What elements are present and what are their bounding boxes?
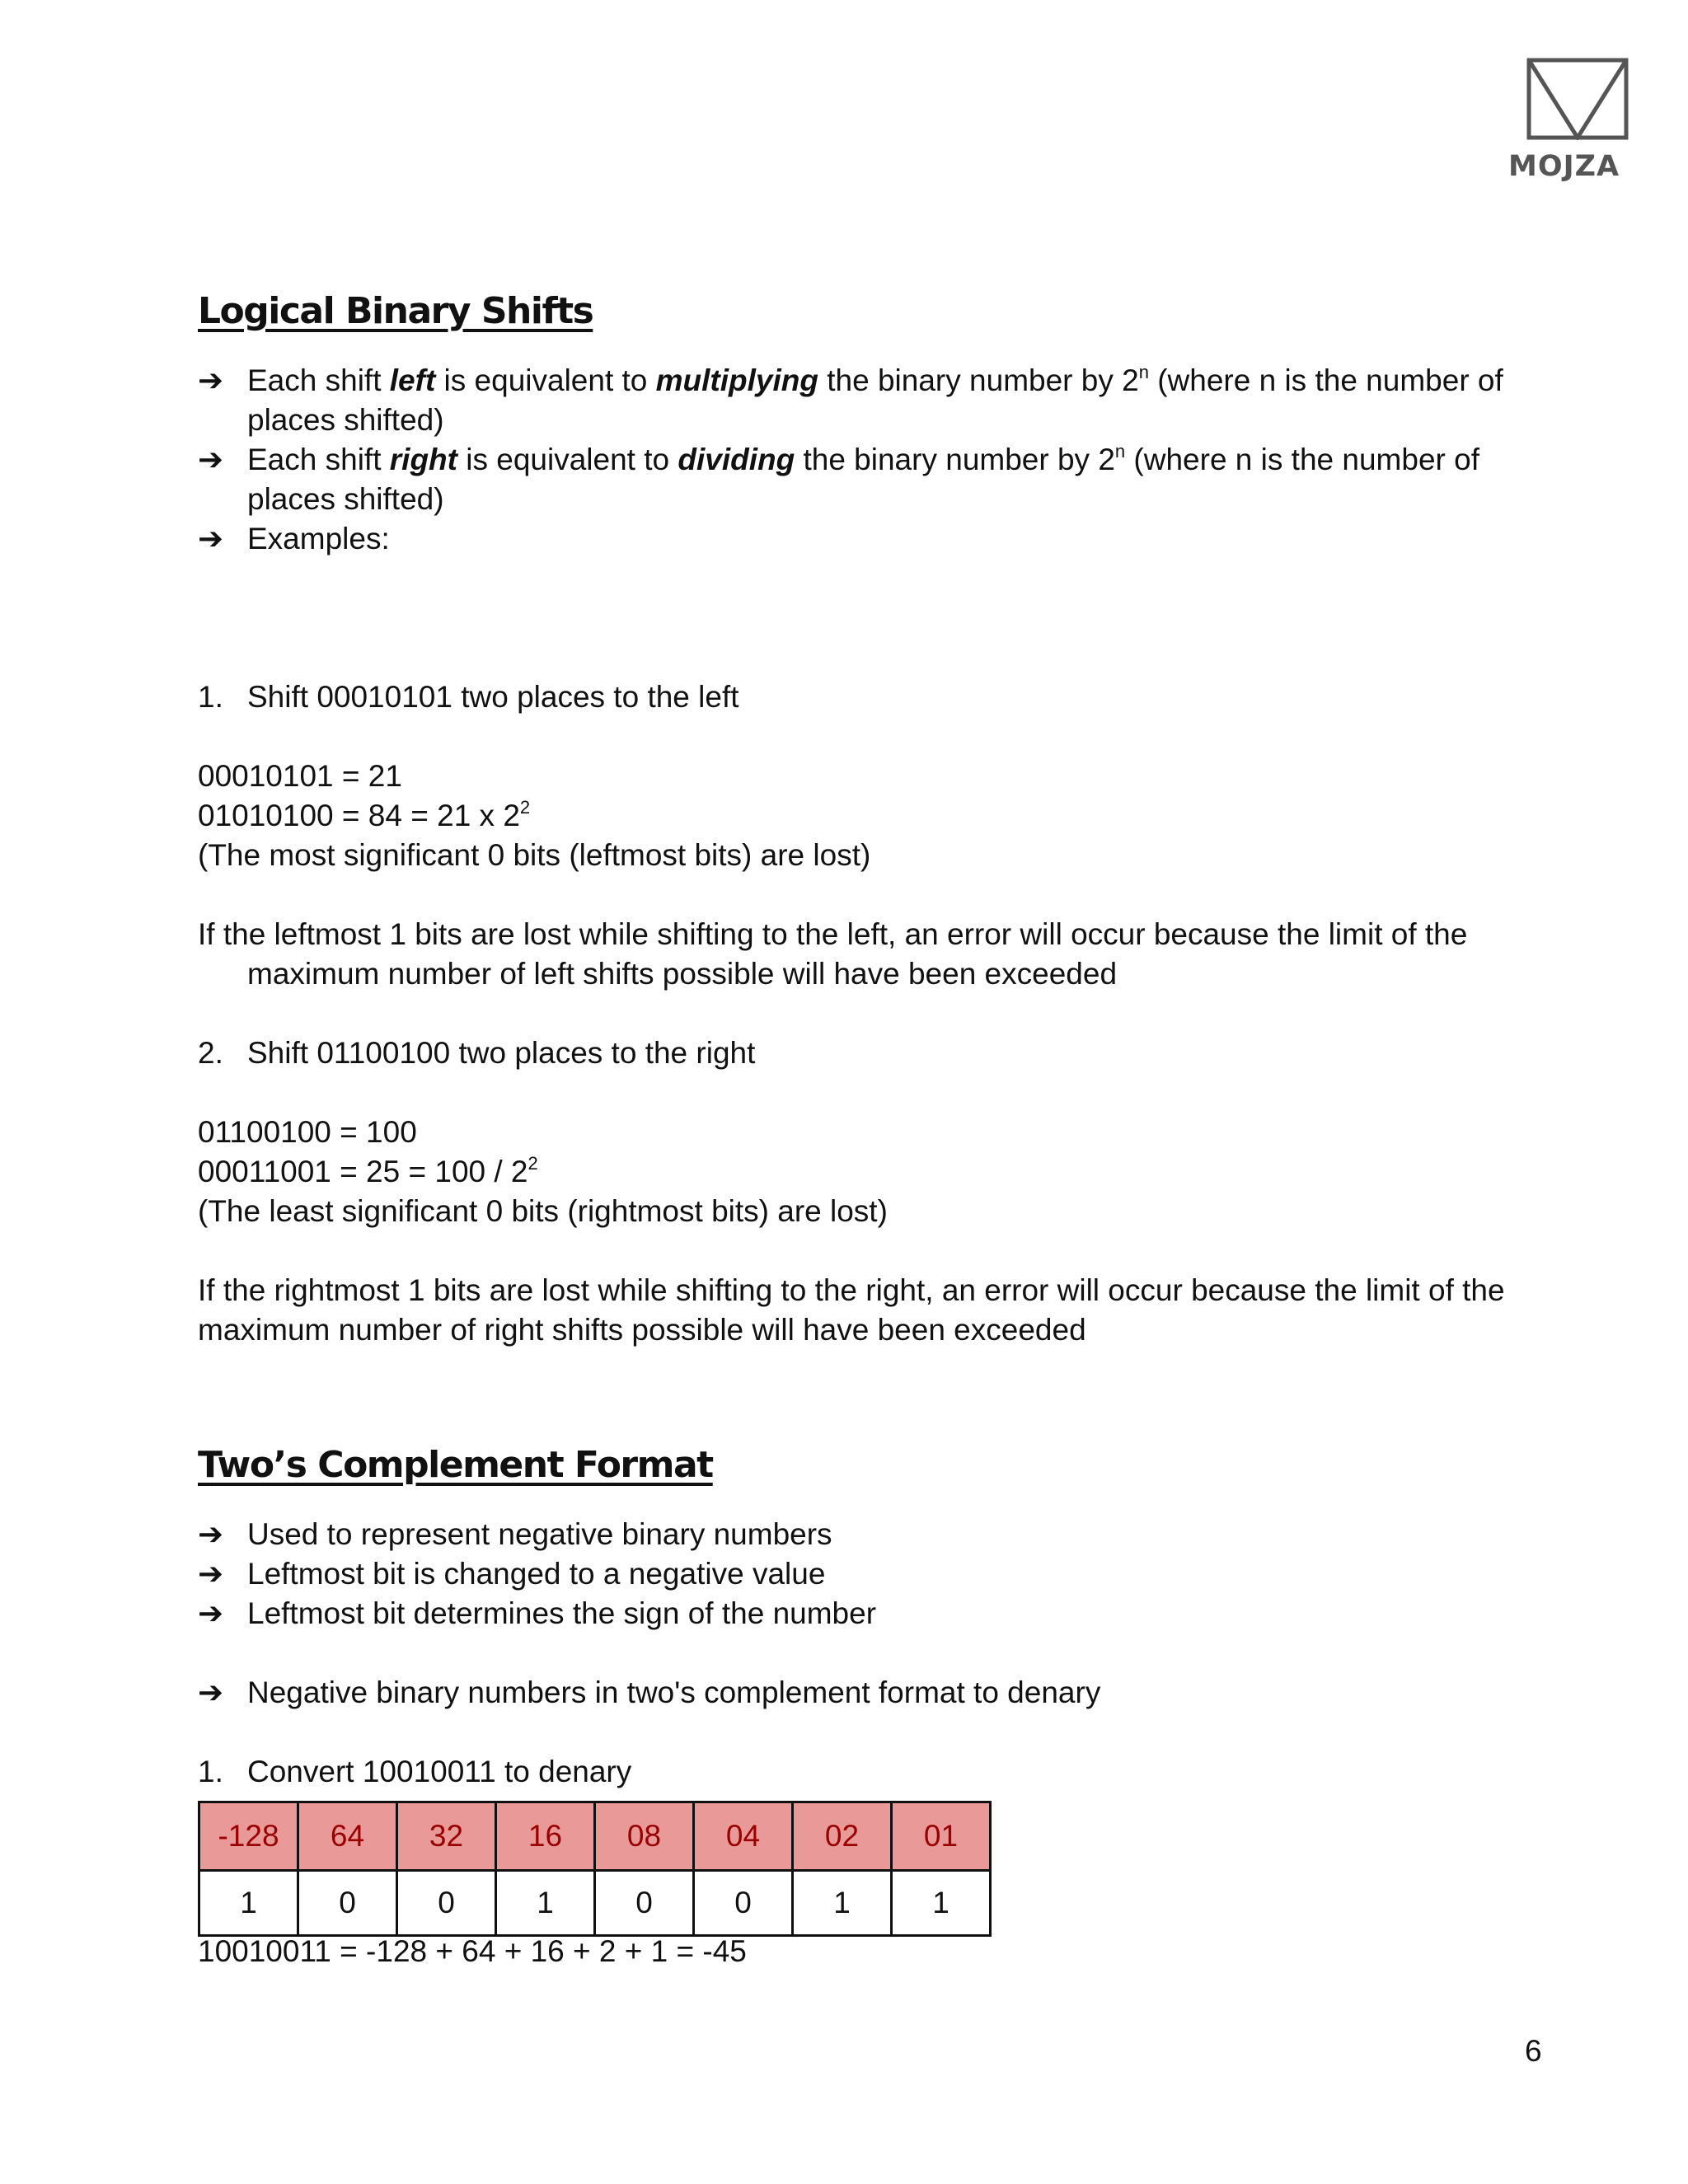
place-value-cell: 01 [892,1802,991,1871]
bullet-shift-left: ➔ Each shift left is equivalent to multiplying the binary number by 2$^n$ (where n is the number of [198,361,1503,401]
bullet-examples: ➔ Examples: [198,519,390,559]
example1-line1: 00010101 = 21 [198,759,402,793]
bullet-leftmost-sign: ➔ Leftmost bit determines the sign of the number [198,1594,876,1633]
place-value-cell: 64 [298,1802,397,1871]
example1-note: If the leftmost 1 bits are lost while shifting to the left, an error will occur because the limit of the [198,917,1468,951]
logo-text: MOJZA [1508,150,1620,183]
bit-cell: 1 [793,1871,892,1936]
bullet-to-denary: ➔ Negative binary numbers in two's complement format to denary [198,1673,1100,1713]
mojza-m-logo-icon [1526,58,1629,140]
example2-title: 2. Shift 01100100 two places to the right [198,1036,756,1070]
page-number: 6 [1525,2034,1542,2068]
bit-cell: 0 [397,1871,496,1936]
example1-line2: 01010100 = 84 = 21 x $2^2$ [198,797,531,832]
twos-complement-table [198,1801,992,1937]
bullet-shift-left-cont: places shifted) [247,403,444,437]
arrow-bullet-icon: ➔ [198,522,224,555]
logo [1508,58,1648,190]
bullet-shift-right: ➔ Each shift right is equivalent to dividing the binary number by 2$^n$ (where n is the number of [198,440,1479,480]
place-value-cell: 02 [793,1802,892,1871]
arrow-bullet-icon: ➔ [198,363,224,397]
place-value-cell: 04 [694,1802,793,1871]
bit-cell: 0 [595,1871,694,1936]
bullet-shift-right-cont: places shifted) [247,482,444,516]
bullet-negative-numbers: ➔ Used to represent negative binary numbers [198,1515,832,1554]
example2-line2: $00011001 = 25 = 100 / 2^2$ [198,1153,538,1188]
convert-example-title: 1. Convert 10010011 to denary [198,1755,632,1788]
example2-note-cont: maximum number of right shifts possible will have been exceeded [198,1313,1086,1347]
section-title-twos-complement: Two’s Complement Format [198,1444,713,1486]
section-title-logical-shifts: Logical Binary Shifts [198,290,593,332]
table-row [199,1871,991,1936]
arrow-bullet-icon: ➔ [198,1596,224,1630]
place-value-cell: 08 [595,1802,694,1871]
arrow-bullet-icon: ➔ [198,1517,224,1551]
arrow-bullet-icon: ➔ [198,443,224,476]
example2-line3: (The least significant 0 bits (rightmost bits) are lost) [198,1194,888,1228]
example2-note: If the rightmost 1 bits are lost while shifting to the right, an error will occur because the limit of the [198,1273,1505,1307]
bit-cell: 1 [199,1871,298,1936]
bit-cell: 1 [892,1871,991,1936]
bullet-leftmost-negative: ➔ Leftmost bit is changed to a negative value [198,1554,825,1594]
example1-line3: (The most significant 0 bits (leftmost bits) are lost) [198,838,871,872]
arrow-bullet-icon: ➔ [198,1557,224,1591]
place-value-cell: 32 [397,1802,496,1871]
bit-cell: 1 [496,1871,595,1936]
example1-title: 1. Shift 00010101 two places to the left [198,680,739,714]
example2-line1: 01100100 = 100 [198,1115,417,1149]
place-value-cell: 16 [496,1802,595,1871]
arrow-bullet-icon: ➔ [198,1675,224,1709]
convert-result: 10010011 = -128 + 64 + 16 + 2 + 1 = -45 [198,1934,747,1968]
table-header-row [199,1802,991,1871]
bit-cell: 0 [694,1871,793,1936]
place-value-cell: -128 [199,1802,298,1871]
bit-cell: 0 [298,1871,397,1936]
example1-note-cont: maximum number of left shifts possible will have been exceeded [247,957,1118,991]
